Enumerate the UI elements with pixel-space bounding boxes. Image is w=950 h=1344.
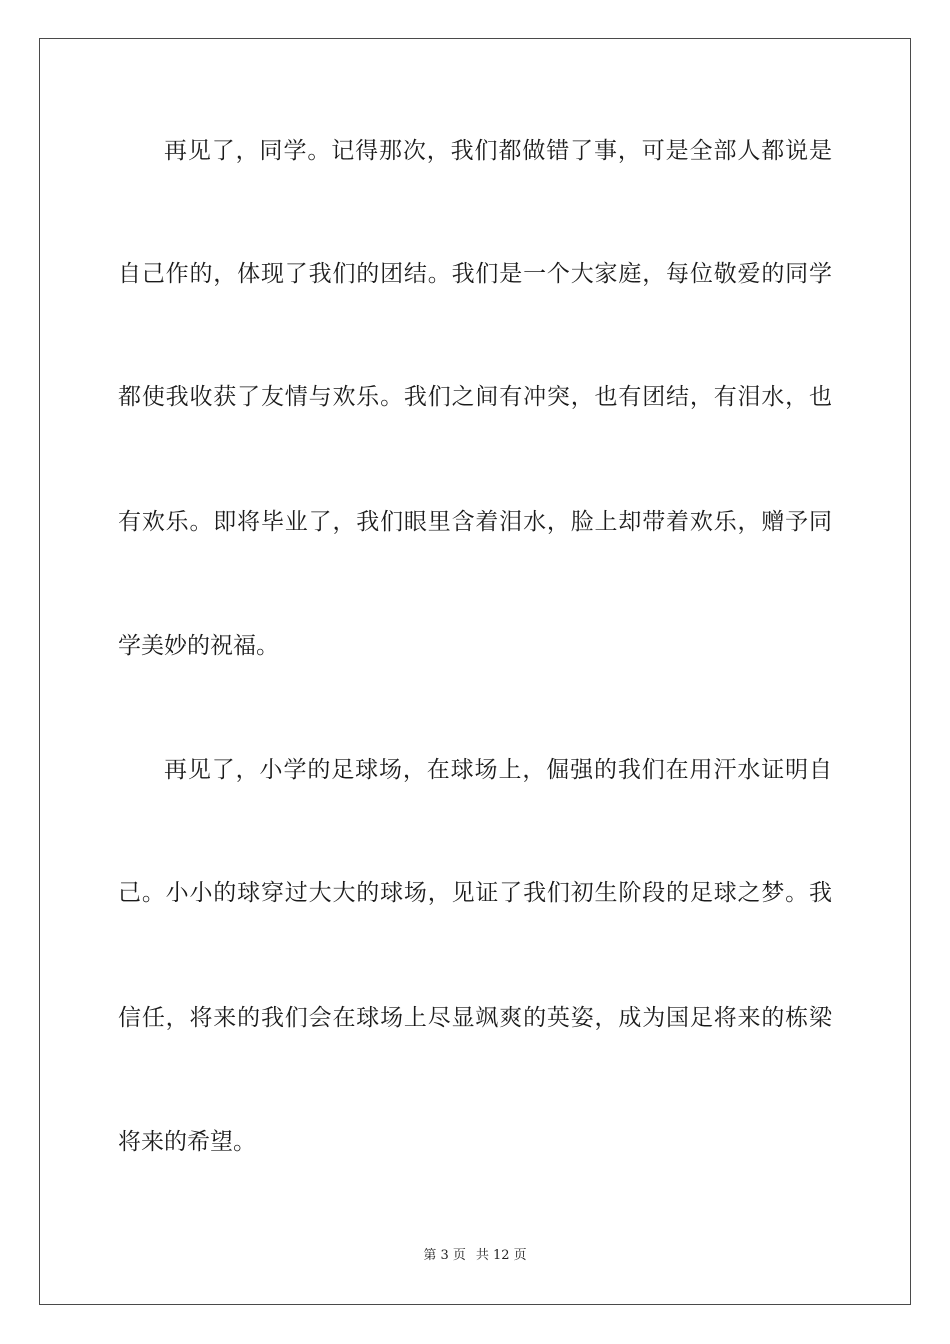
page-border: [39, 38, 911, 1305]
page-number: 第 3 页: [423, 1248, 466, 1263]
text-line: 再见了，同学。记得那次，我们都做错了事，可是全部人都说是: [164, 138, 832, 164]
text-line: 己。小小的球穿过大大的球场，见证了我们初生阶段的足球之梦。我: [118, 880, 832, 906]
text-line: 将来的希望。: [118, 1129, 256, 1155]
text-line: 再见了，小学的足球场，在球场上，倔强的我们在用汗水证明自: [164, 757, 832, 783]
page-footer: [0, 1248, 950, 1264]
text-line: 自己作的，体现了我们的团结。我们是一个大家庭，每位敬爱的同学: [118, 261, 832, 287]
page-total: 共 12 页: [475, 1248, 527, 1263]
text-line: 都使我收获了友情与欢乐。我们之间有冲突，也有团结，有泪水，也: [118, 384, 832, 410]
text-line: 信任，将来的我们会在球场上尽显飒爽的英姿，成为国足将来的栋梁: [118, 1005, 832, 1031]
text-line: 学美妙的祝福。: [118, 633, 279, 659]
text-line: 有欢乐。即将毕业了，我们眼里含着泪水，脸上却带着欢乐，赠予同: [118, 509, 832, 535]
